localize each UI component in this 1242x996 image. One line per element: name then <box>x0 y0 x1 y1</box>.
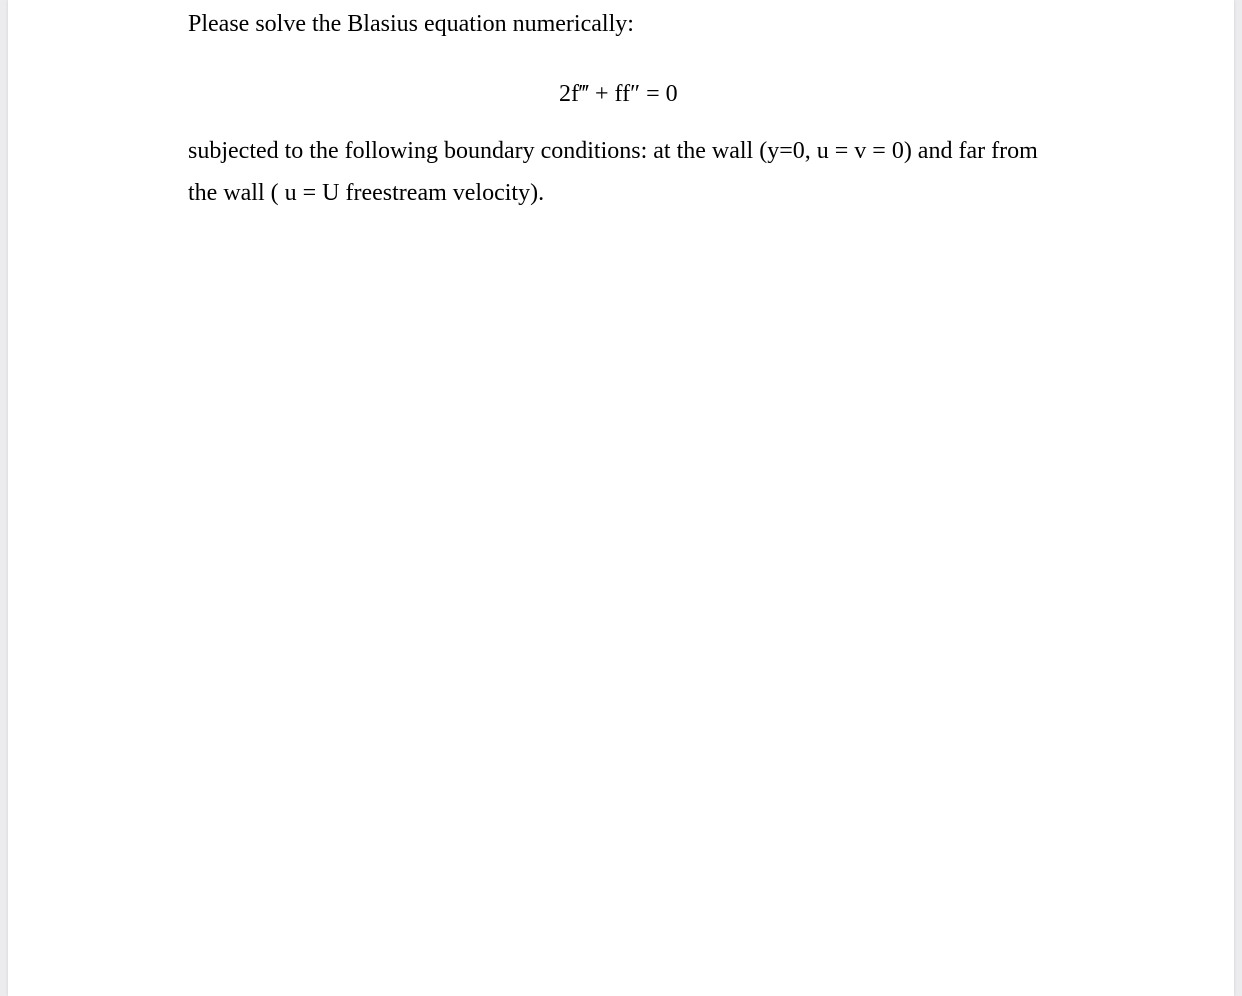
document-page <box>8 0 1234 996</box>
boundary-conditions-line-1: subjected to the following boundary conditions: at the wall (y=0, u = v = 0) and far from <box>188 138 1038 164</box>
blasius-equation: 2f‴ + ff″ = 0 <box>559 81 678 107</box>
boundary-conditions-line-2: the wall ( u = U freestream velocity). <box>188 180 545 206</box>
intro-text: Please solve the Blasius equation numerically: <box>188 11 634 37</box>
